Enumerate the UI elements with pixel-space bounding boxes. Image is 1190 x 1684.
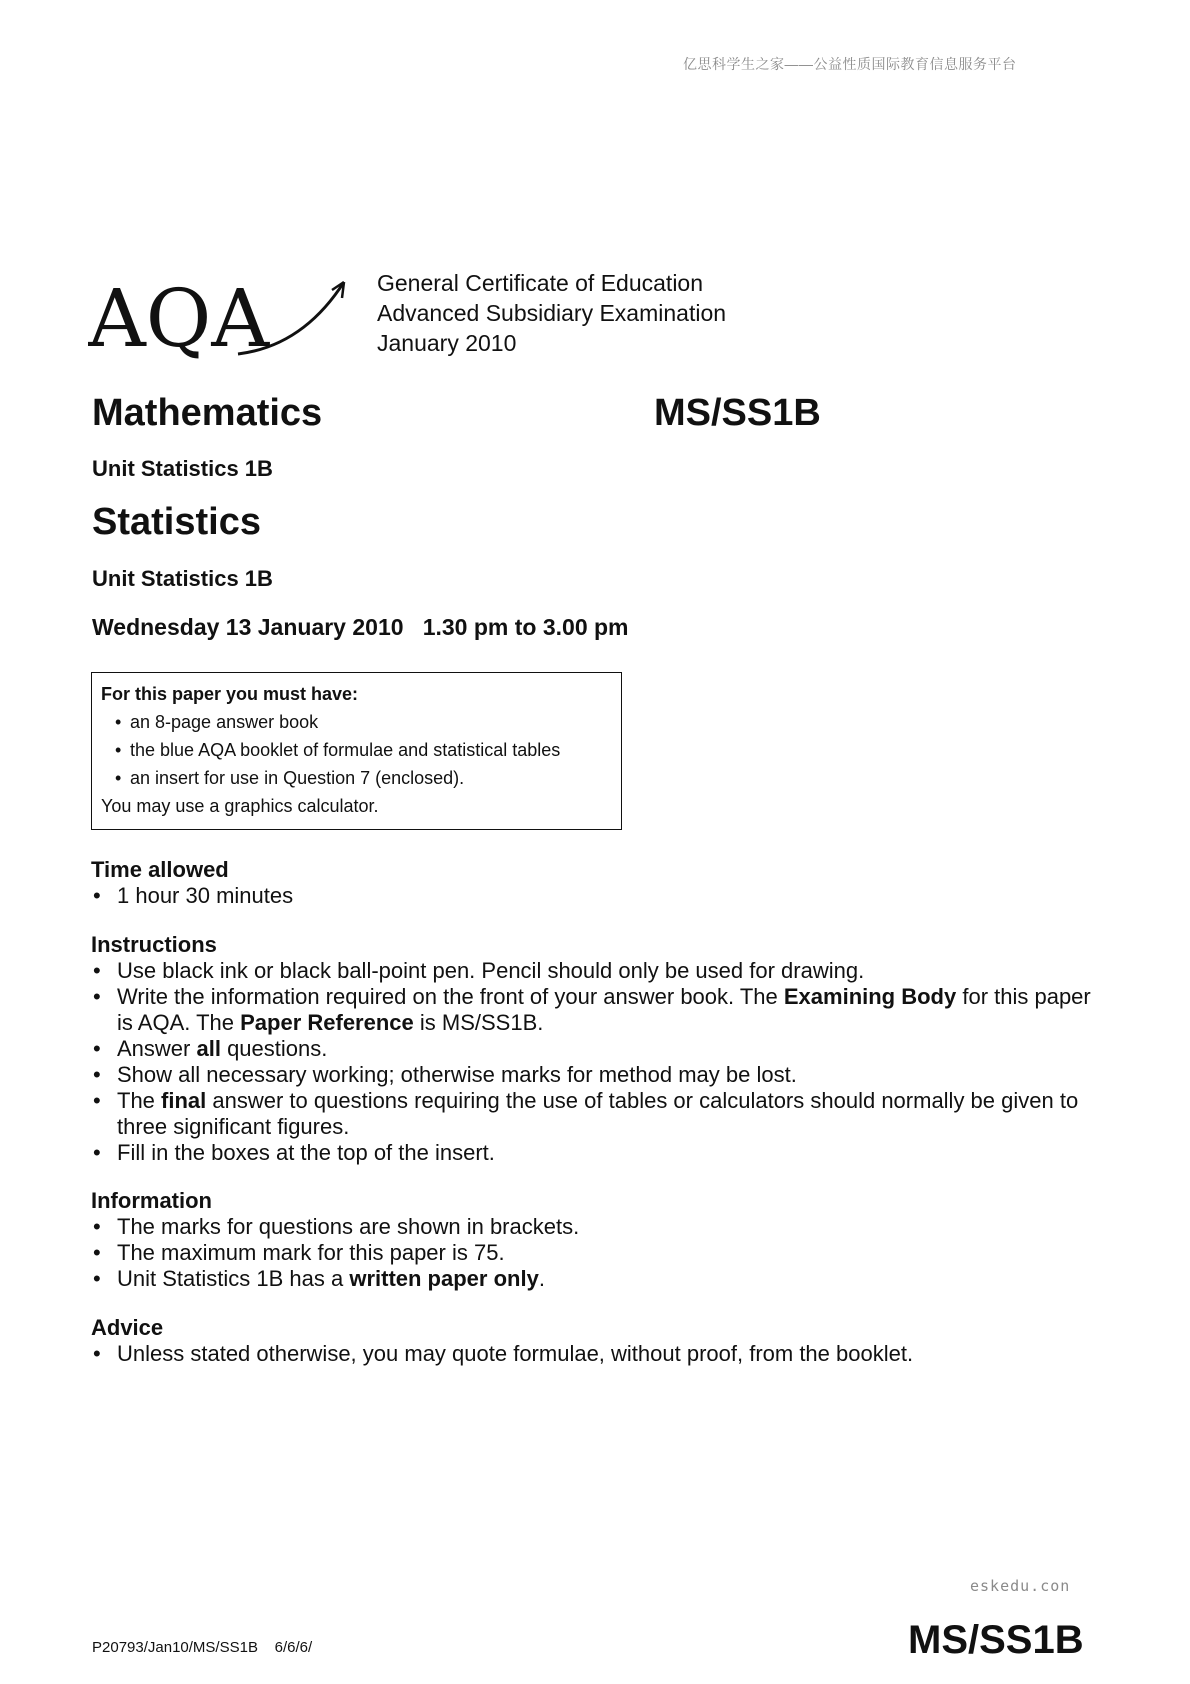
information-heading: Information [91, 1188, 212, 1213]
subject-title-2: Statistics [92, 501, 261, 543]
examination-name: Advanced Subsidiary Examination [377, 300, 727, 326]
instructions-section [91, 932, 1091, 1166]
information-section [91, 1188, 1091, 1292]
logo-text: AQA [88, 272, 270, 364]
materials-item: • the blue AQA booklet of formulae and statistical tables [115, 740, 561, 760]
information-item: • Unit Statistics 1B has a written paper only. [91, 1266, 1091, 1292]
exam-header [377, 268, 726, 358]
information-item: • The maximum mark for this paper is 75. [91, 1240, 1091, 1266]
instruction-item: • Answer all questions. [91, 1036, 1091, 1062]
exam-session: January 2010 [377, 330, 517, 356]
instruction-item: • Write the information required on the front of your answer book. The Examining Body for this paper is AQA. The Paper Reference is MS/SS1B. [91, 984, 1091, 1036]
instruction-item: • The final answer to questions requiring the use of tables or calculators should normally be given to three significant figures. [91, 1088, 1091, 1140]
materials-item: • an 8-page answer book [115, 712, 319, 732]
time-allowed-section [91, 857, 1091, 909]
instructions-heading: Instructions [91, 932, 217, 957]
information-item: • The marks for questions are shown in brackets. [91, 1214, 1091, 1240]
advice-heading: Advice [91, 1315, 164, 1340]
advice-section [91, 1315, 1091, 1367]
unit-line-1: Unit Statistics 1B [92, 456, 273, 481]
watermark-bottom: eskedu.con [970, 1577, 1071, 1595]
materials-box [91, 672, 622, 830]
advice-item: • Unless stated otherwise, you may quote formulae, without proof, from the booklet. [91, 1341, 1091, 1367]
instruction-item: • Show all necessary working; otherwise marks for method may be lost. [91, 1062, 1091, 1088]
aqa-logo [88, 268, 350, 364]
unit-line-2: Unit Statistics 1B [92, 566, 273, 591]
subject-title: Mathematics [92, 392, 323, 434]
instruction-item: • Fill in the boxes at the top of the insert. [91, 1140, 1091, 1166]
paper-code: MS/SS1B [654, 392, 821, 434]
time-allowed-item: • 1 hour 30 minutes [91, 883, 1091, 909]
certificate-name: General Certificate of Education [377, 270, 704, 296]
footer-paper-code: MS/SS1B [908, 1618, 1084, 1662]
materials-heading: For this paper you must have: [101, 684, 359, 704]
materials-item: • an insert for use in Question 7 (enclosed). [115, 768, 465, 788]
watermark-top: 亿思科学生之家——公益性质国际教育信息服务平台 [683, 56, 1017, 72]
exam-datetime: Wednesday 13 January 2010 1.30 pm to 3.00 pm [92, 614, 629, 640]
footer-reference: P20793/Jan10/MS/SS1B 6/6/6/ [92, 1639, 313, 1656]
materials-footer: You may use a graphics calculator. [101, 796, 379, 816]
instruction-item: • Use black ink or black ball-point pen. Pencil should only be used for drawing. [91, 958, 1091, 984]
time-allowed-heading: Time allowed [91, 857, 229, 882]
